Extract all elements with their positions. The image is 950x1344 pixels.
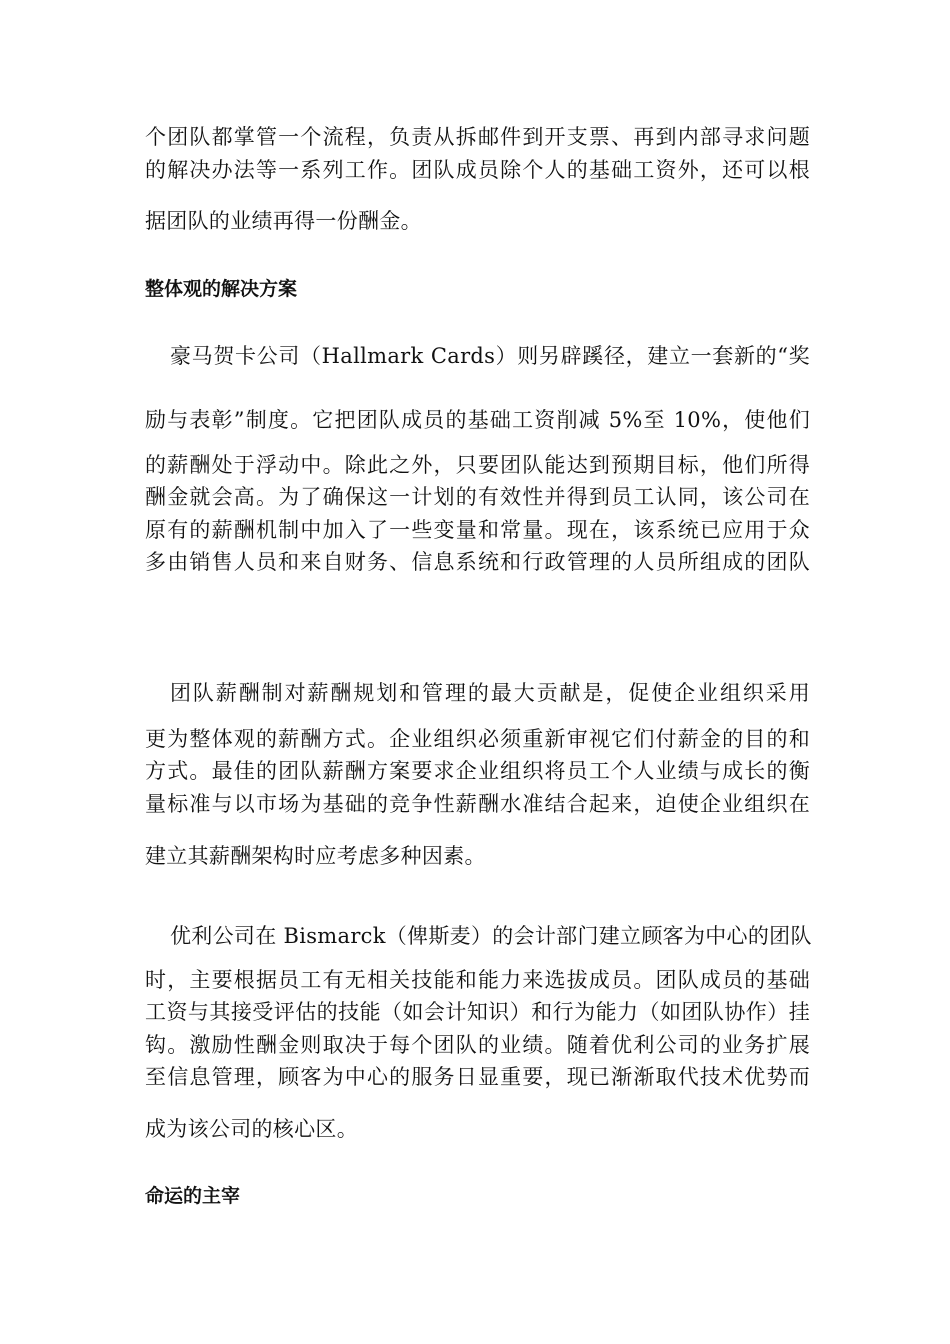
text-line: 时，主要根据员工有无相关技能和能力来选拔成员。团队成员的基础: [145, 968, 810, 992]
text-line: 励与表彰”制度。它把团队成员的基础工资削减 5%至 10%，使他们: [145, 408, 810, 432]
text-line: 至信息管理，顾客为中心的服务日显重要，现已渐渐取代技术优势而: [145, 1065, 810, 1089]
text-line: 优利公司在 Bismarck（俾斯麦）的会计部门建立顾客为中心的团队: [170, 924, 812, 948]
text-line: 个团队都掌管一个流程，负责从拆邮件到开支票、再到内部寻求问题: [145, 125, 810, 149]
text-line: 更为整体观的薪酬方式。企业组织必须重新审视它们付薪金的目的和: [145, 727, 810, 751]
text-line: 的薪酬处于浮动中。除此之外，只要团队能达到预期目标，他们所得: [145, 453, 810, 477]
text-line: 团队薪酬制对薪酬规划和管理的最大贡献是，促使企业组织采用: [170, 681, 810, 705]
text-line: 的解决办法等一系列工作。团队成员除个人的基础工资外，还可以根: [145, 158, 810, 182]
text-line: 量标准与以市场为基础的竞争性薪酬水准结合起来，迫使企业组织在: [145, 792, 810, 816]
text-line: 建立其薪酬架构时应考虑多种因素。: [145, 844, 486, 868]
section-heading: 命运的主宰: [145, 1185, 241, 1207]
text-line: 酬金就会高。为了确保这一计划的有效性并得到员工认同，该公司在: [145, 485, 810, 509]
text-line: 钩。激励性酬金则取决于每个团队的业绩。随着优利公司的业务扩展: [145, 1033, 810, 1057]
text-line: 豪马贺卡公司（Hallmark Cards）则另辟蹊径，建立一套新的“奖: [170, 344, 810, 368]
text-line: 工资与其接受评估的技能（如会计知识）和行为能力（如团队协作）挂: [145, 1000, 810, 1024]
text-line: 成为该公司的核心区。: [145, 1117, 358, 1141]
text-line: 多由销售人员和来自财务、信息系统和行政管理的人员所组成的团队: [145, 550, 810, 574]
text-line: 方式。最佳的团队薪酬方案要求企业组织将员工个人业绩与成长的衡: [145, 759, 810, 783]
section-heading: 整体观的解决方案: [145, 278, 298, 300]
text-line: 据团队的业绩再得一份酬金。: [145, 209, 422, 233]
text-line: 原有的薪酬机制中加入了一些变量和常量。现在，该系统已应用于众: [145, 518, 810, 542]
